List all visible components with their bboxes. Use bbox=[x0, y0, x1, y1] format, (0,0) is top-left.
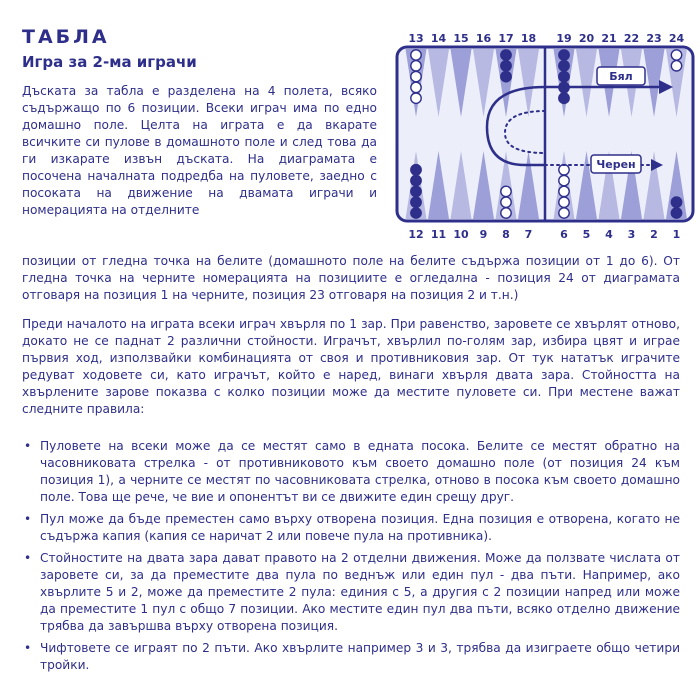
white-checker bbox=[411, 50, 421, 60]
rules-intro-paragraph: Преди началото на играта всеки играч хвърля по 1 зар. При равенство, заровете се хвърлят отново, докато не се паднат 2 различни стойности. Играчът, хвърлил по-голям зар, избира цвят и играе първия ход, използвайки комбинацията от своя и противниковия зар. От тук нататък играчите редуват ходовете си, като играчът, който е наред, винаги хвърля двата зара. Стойността на хвърлените зарове показва с колко позиции може да местите пуловете си. При местене важат следните правила: bbox=[22, 317, 680, 416]
position-number: 18 bbox=[520, 32, 537, 45]
white-checker bbox=[671, 61, 681, 71]
white-checker bbox=[411, 61, 421, 71]
position-number: 1 bbox=[672, 228, 681, 241]
black-label: Черен bbox=[596, 158, 636, 171]
bottom-position-numbers bbox=[408, 228, 680, 241]
position-number: 21 bbox=[601, 32, 617, 45]
position-number: 6 bbox=[560, 228, 568, 241]
black-checker bbox=[559, 71, 569, 81]
white-checker bbox=[501, 186, 511, 196]
position-number: 15 bbox=[453, 32, 469, 45]
position-number: 14 bbox=[430, 32, 447, 45]
rule-item: • Стойностите на двата зара дават правото на 2 отделни движения. Може да ползвате числата от заровете си, за да преместите два пула по веднъж или един пул - два пъти. Например, ако хвърлите 5 и 2, може да преместите 2 пула: единия с 5, а другия с 2 позиции напред или може да преместите 1 пул с общо 7 позиции. Ако местите един пул два пъти, всяко отделно движение трябва да завършва върху отворена позиция. bbox=[24, 551, 680, 633]
white-checker bbox=[559, 165, 569, 175]
position-number: 19 bbox=[556, 32, 572, 45]
white-checker bbox=[501, 208, 511, 218]
page-subtitle: Игра за 2-ма играчи bbox=[22, 53, 197, 71]
black-checker bbox=[411, 165, 421, 175]
position-number: 11 bbox=[430, 228, 447, 241]
white-checker bbox=[559, 175, 569, 185]
black-checker bbox=[671, 197, 681, 207]
black-checker bbox=[671, 208, 681, 218]
rule-item: • Пул може да бъде преместен само върху отворена позиция. Една позиция е отворена, когато не съдържа капия (капия се наричат 2 или повече пула на противника). bbox=[24, 512, 680, 543]
white-checker bbox=[671, 50, 681, 60]
bullet-icon: • bbox=[24, 512, 32, 526]
position-number: 7 bbox=[524, 228, 533, 241]
position-number: 20 bbox=[578, 32, 595, 45]
backgammon-board-diagram bbox=[395, 31, 697, 247]
position-number: 5 bbox=[582, 228, 591, 241]
position-number: 9 bbox=[479, 228, 488, 241]
top-position-numbers bbox=[408, 32, 684, 45]
black-checker bbox=[559, 61, 569, 71]
white-label-box bbox=[597, 67, 645, 85]
bullet-icon: • bbox=[24, 551, 32, 565]
black-checker bbox=[411, 186, 421, 196]
black-checker bbox=[501, 71, 511, 81]
white-checker bbox=[501, 197, 511, 207]
position-number: 22 bbox=[623, 32, 640, 45]
white-checker bbox=[411, 82, 421, 92]
page-title: ТАБЛА bbox=[22, 26, 110, 48]
black-checker bbox=[559, 93, 569, 103]
intro-paragraph: Дъската за табла е разделена на 4 полета, всяко съдържащо по 6 позиции. Всеки играч има по едно домашно поле. Целта на играта е да вкарате всичките си пулове в домашното поле и след това да ги изкарате извън дъската. На диаграмата е посочена началната подредба на пуловете, заедно с посоката на движение на двамата играчи и номерацията на отделните bbox=[22, 84, 377, 217]
position-number: 16 bbox=[475, 32, 492, 45]
intro-continuation: позиции от гледна точка на белите (домашното поле на белите съдържа позиции от 1 до 6). От гледна точка на черните номерацията на позициите е огледална - позиция 24 от диаграмата отговаря на позиция 1 на черните, позиция 23 отговаря на позиция 2 и т.н.) bbox=[22, 254, 680, 302]
black-checker bbox=[501, 50, 511, 60]
position-number: 10 bbox=[453, 228, 469, 241]
position-number: 8 bbox=[502, 228, 510, 241]
black-checker bbox=[559, 50, 569, 60]
bullet-icon: • bbox=[24, 439, 32, 453]
position-number: 24 bbox=[668, 32, 685, 45]
white-checker bbox=[559, 208, 569, 218]
position-number: 2 bbox=[650, 228, 658, 241]
rule-item: • Чифтовете се играят по 2 пъти. Ако хвърлите например 3 и 3, трябва да изиграете общо четири тройки. bbox=[24, 641, 680, 672]
position-number: 13 bbox=[408, 32, 424, 45]
black-label-box bbox=[591, 155, 641, 173]
white-checker bbox=[559, 186, 569, 196]
position-number: 17 bbox=[498, 32, 514, 45]
white-label: Бял bbox=[609, 70, 633, 83]
rule-item: • Пуловете на всеки може да се местят само в едната посока. Белите се местят обратно на часовниковата стрелка - от противниковото към своето домашно поле (от позиция 24 към позиция 1), а черните се местят по часовниковата стрелка, отново в посока към своето домашно поле. Това ще рече, че вие и опонентът ви се движите един срещу друг. bbox=[24, 439, 680, 504]
position-number: 3 bbox=[627, 228, 636, 241]
black-checker bbox=[411, 197, 421, 207]
white-checker bbox=[411, 93, 421, 103]
bullet-icon: • bbox=[24, 641, 32, 655]
black-checker bbox=[501, 61, 511, 71]
position-number: 4 bbox=[605, 228, 613, 241]
position-number: 23 bbox=[646, 32, 662, 45]
white-checker bbox=[411, 71, 421, 81]
white-checker bbox=[559, 197, 569, 207]
board-svg bbox=[395, 31, 697, 247]
position-number: 12 bbox=[408, 228, 424, 241]
black-checker bbox=[411, 175, 421, 185]
black-checker bbox=[411, 208, 421, 218]
rules-list bbox=[22, 438, 680, 679]
